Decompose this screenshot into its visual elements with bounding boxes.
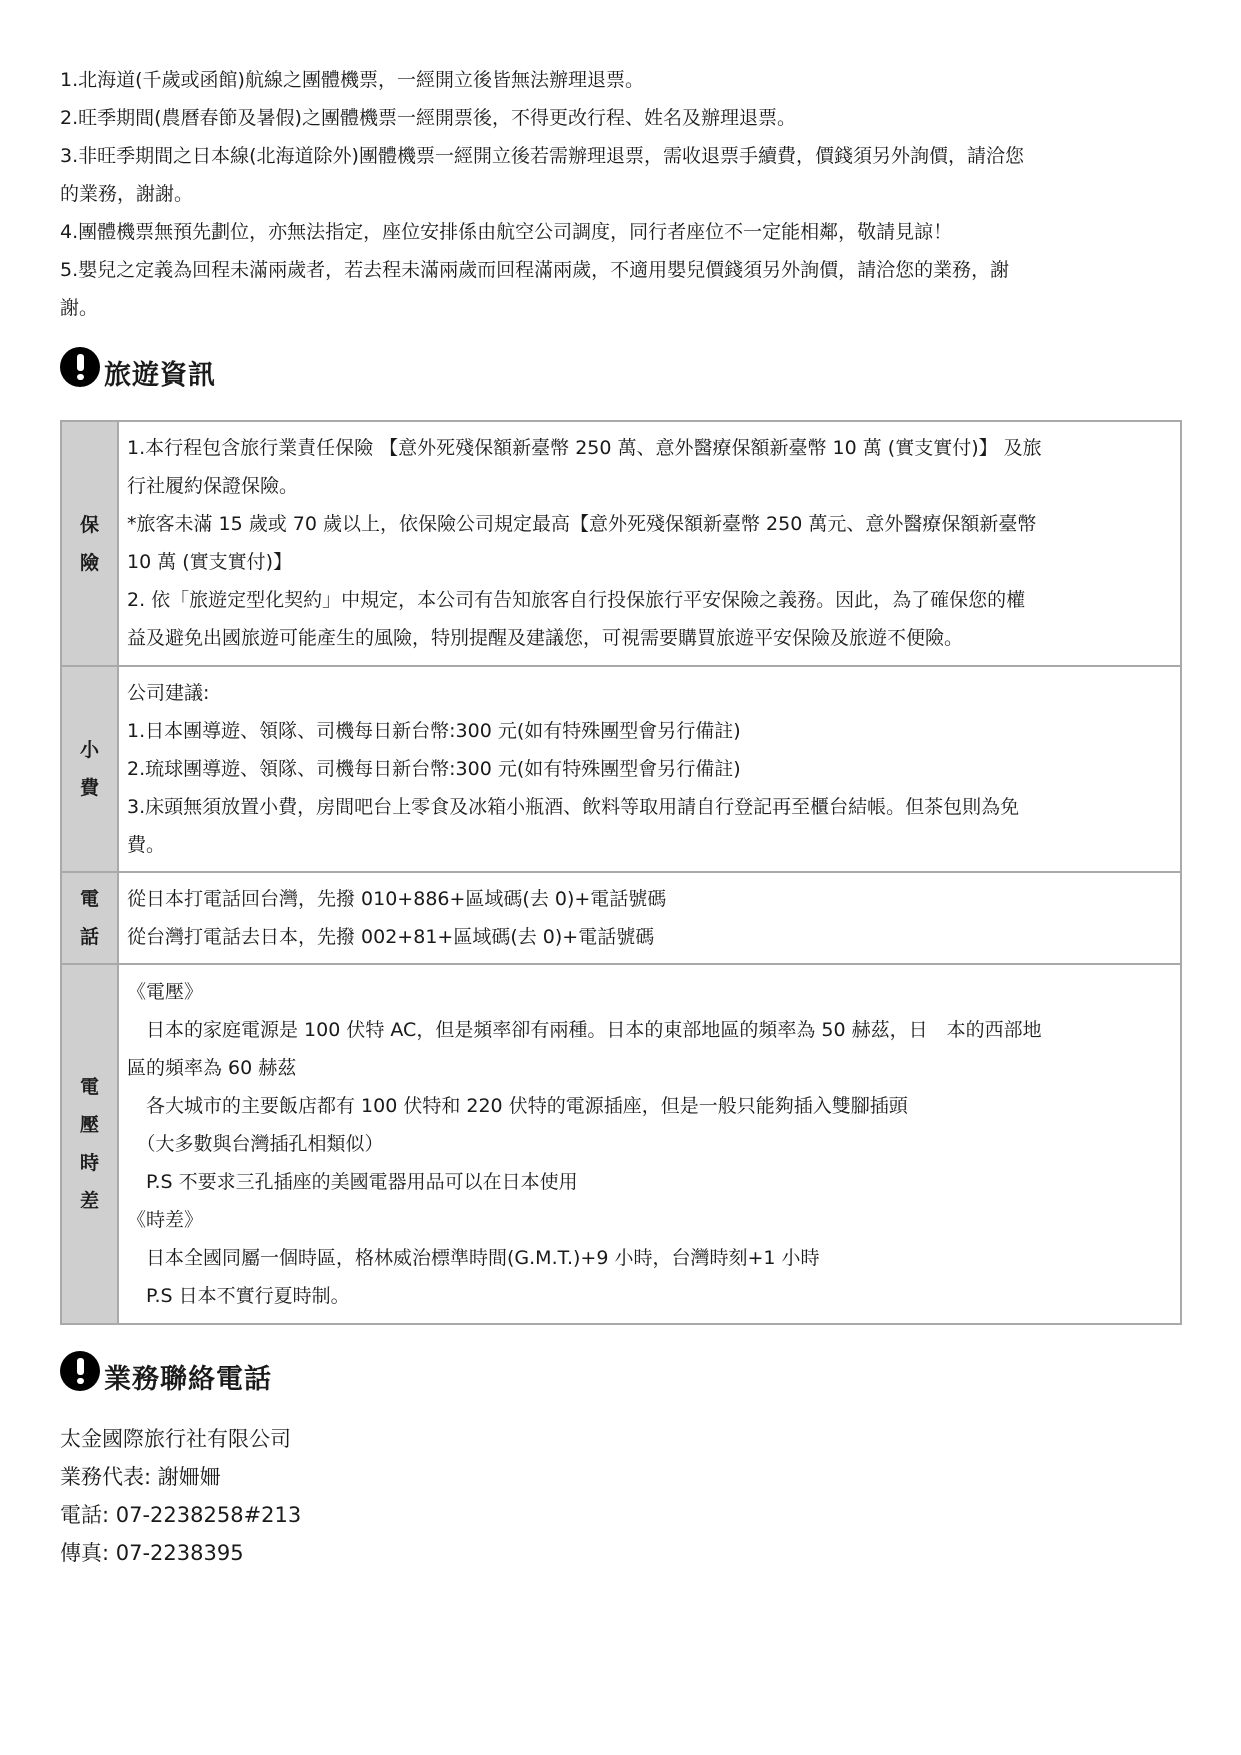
note-line: 5.嬰兒之定義為回程未滿兩歲者，若去程未滿兩歲而回程滿兩歲，不適用嬰兒價錢須另外詢價，請洽您的業務，謝 [60, 259, 1010, 281]
row-label-phone: 電 話 [61, 872, 118, 964]
section-heading-travel-info [60, 344, 216, 394]
note-line: 的業務，謝謝。 [60, 183, 194, 205]
content-line: 從日本打電話回台灣，先撥 010+886+區域碼(去 0)+電話號碼 [127, 887, 667, 910]
table-row-tips [61, 666, 1181, 872]
section-title: 旅遊資訊 [104, 360, 216, 391]
sales-rep: 業務代表: 謝姍姍 [60, 1465, 221, 1489]
content-line: 《電壓》 [127, 980, 204, 1003]
content-line: 費。 [127, 833, 166, 856]
content-line: 日本全國同屬一個時區，格林威治標準時間(G.M.T.)+9 小時，台灣時刻+1 小時 [127, 1246, 820, 1269]
note-line: 謝。 [60, 297, 99, 319]
ticket-notes [60, 61, 1182, 327]
content-line: 2.琉球團導遊、領隊、司機每日新台幣:300 元(如有特殊團型會另行備註) [127, 757, 741, 780]
note-line: 1.北海道(千歲或函館)航線之團體機票，一經開立後皆無法辦理退票。 [60, 69, 644, 91]
contact-block [60, 1420, 301, 1572]
table-row-phone [61, 872, 1181, 964]
content-line: 1.日本團導遊、領隊、司機每日新台幣:300 元(如有特殊團型會另行備註) [127, 719, 741, 742]
content-line: 各大城市的主要飯店都有 100 伏特和 220 伏特的電源插座，但是一般只能夠插入雙腳插頭 [127, 1094, 908, 1117]
content-line: 《時差》 [127, 1208, 204, 1231]
row-content-phone [118, 872, 1181, 964]
content-line: 區的頻率為 60 赫茲 [127, 1056, 297, 1079]
row-content-voltage [118, 964, 1181, 1324]
content-line: 1.本行程包含旅行業責任保險 【意外死殘保額新臺幣 250 萬、意外醫療保額新臺幣 10 萬 (實支實付)】 及旅 [127, 437, 1042, 459]
company-name: 太金國際旅行社有限公司 [60, 1427, 291, 1451]
row-content-insurance [118, 421, 1181, 666]
exclamation-icon [60, 1351, 100, 1391]
content-line: *旅客未滿 15 歲或 70 歲以上，依保險公司規定最高【意外死殘保額新臺幣 250 萬元、意外醫療保額新臺幣 [127, 513, 1037, 535]
section-title: 業務聯絡電話 [104, 1364, 272, 1395]
note-line: 3.非旺季期間之日本線(北海道除外)團體機票一經開立後若需辦理退票，需收退票手續費，價錢須另外詢價，請洽您 [60, 145, 1024, 167]
fax-number: 傳真: 07-2238395 [60, 1541, 244, 1565]
exclamation-icon [60, 347, 100, 387]
row-label-voltage: 電 壓 時 差 [61, 964, 118, 1324]
content-line: 3.床頭無須放置小費，房間吧台上零食及冰箱小瓶酒、飲料等取用請自行登記再至櫃台結帳。但茶包則為免 [127, 795, 1020, 818]
content-line: 公司建議: [127, 681, 210, 704]
travel-info-table [60, 420, 1182, 1325]
note-line: 2.旺季期間(農曆春節及暑假)之團體機票一經開票後，不得更改行程、姓名及辦理退票。 [60, 107, 796, 129]
row-content-tips [118, 666, 1181, 872]
content-line: （大多數與台灣插孔相類似） [127, 1132, 384, 1155]
note-line: 4.團體機票無預先劃位，亦無法指定，座位安排係由航空公司調度，同行者座位不一定能相鄰，敬請見諒！ [60, 221, 953, 243]
content-line: 2. 依「旅遊定型化契約」中規定，本公司有告知旅客自行投保旅行平安保險之義務。因此，為了確保您的權 [127, 589, 1026, 611]
content-line: 從台灣打電話去日本，先撥 002+81+區域碼(去 0)+電話號碼 [127, 925, 655, 948]
content-line: 10 萬 (實支實付)】 [127, 551, 293, 573]
row-label-tips: 小 費 [61, 666, 118, 872]
content-line: P.S 日本不實行夏時制。 [127, 1284, 350, 1307]
section-heading-contact [60, 1348, 272, 1398]
content-line: 日本的家庭電源是 100 伏特 AC，但是頻率卻有兩種。日本的東部地區的頻率為 50 赫茲，日 本的西部地 [127, 1018, 1042, 1041]
phone-number: 電話: 07-2238258#213 [60, 1503, 302, 1527]
table-row-voltage [61, 964, 1181, 1324]
content-line: P.S 不要求三孔插座的美國電器用品可以在日本使用 [127, 1170, 578, 1193]
table-row-insurance [61, 421, 1181, 666]
content-line: 行社履約保證保險。 [127, 475, 299, 497]
content-line: 益及避免出國旅遊可能產生的風險，特別提醒及建議您，可視需要購買旅遊平安保險及旅遊不便險。 [127, 627, 964, 649]
row-label-insurance: 保 險 [61, 421, 118, 666]
